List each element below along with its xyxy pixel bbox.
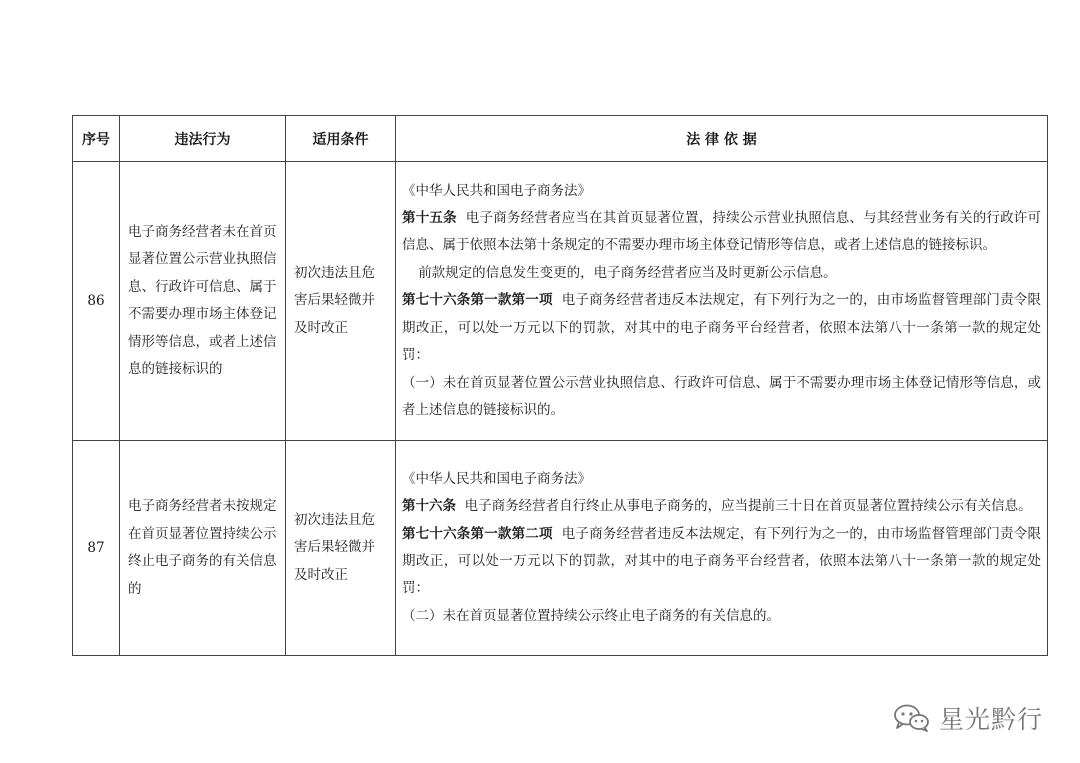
condition-text: 初次违法且危害后果轻微并及时改正	[286, 441, 396, 656]
row-number: 87	[73, 441, 120, 656]
violation-text: 电子商务经营者未按规定在首页显著位置持续公示终止电子商务的有关信息的	[120, 441, 286, 656]
legal-basis	[396, 162, 1048, 441]
article-text: 电子商务经营者自行终止从事电子商务的，应当提前三十日在首页显著位置持续公示有关信息。	[464, 498, 1032, 515]
header-basis: 法 律 依 据	[396, 116, 1048, 162]
law-title: 《中华人民共和国电子商务法》	[402, 470, 591, 487]
watermark-text: 星光黔行	[939, 705, 1044, 734]
article-text: 电子商务经营者应当在其首页显著位置，持续公示营业执照信息、与其经营业务有关的行政许可信息、属于依照本法第十条规定的不需要办理市场主体登记情形等信息，或者上述信息的链接标识。	[402, 210, 1042, 254]
watermark	[893, 700, 1043, 736]
article-paragraph	[402, 287, 1041, 369]
law-table	[72, 115, 1048, 656]
article-item: （二）未在首页显著位置持续公示终止电子商务的有关信息的。	[402, 607, 780, 624]
condition-text: 初次违法且危害后果轻微并及时改正	[286, 162, 396, 441]
legal-basis	[396, 441, 1048, 656]
header-row	[73, 116, 1048, 162]
article-paragraph	[402, 205, 1041, 260]
law-title: 《中华人民共和国电子商务法》	[402, 182, 591, 199]
table-row	[73, 162, 1048, 441]
row-number: 86	[73, 162, 120, 441]
article-paragraph	[402, 521, 1041, 603]
article-label: 第七十六条第一款第二项	[402, 525, 553, 542]
header-no: 序号	[73, 116, 120, 162]
article-label: 第十六条	[402, 498, 456, 515]
table-row	[73, 441, 1048, 656]
article-item: （一）未在首页显著位置公示营业执照信息、行政许可信息、属于不需要办理市场主体登记情形等信息，或者上述信息的链接标识的。	[402, 374, 1041, 418]
article-paragraph	[402, 493, 1041, 520]
header-act: 违法行为	[120, 116, 286, 162]
article-text: 电子商务经营者违反本法规定，有下列行为之一的，由市场监督管理部门责令限期改正，可以处一万元以下的罚款，对其中的电子商务平台经营者，依照本法第八十一条第一款的规定处罚：	[402, 525, 1041, 597]
article-paragraph-2: 前款规定的信息发生变更的，电子商务经营者应当及时更新公示信息。	[418, 264, 837, 281]
wechat-icon	[893, 703, 931, 733]
violation-text: 电子商务经营者未在首页显著位置公示营业执照信息、行政许可信息、属于不需要办理市场主体登记情形等信息，或者上述信息的链接标识的	[120, 162, 286, 441]
header-condition: 适用条件	[286, 116, 396, 162]
article-text: 电子商务经营者违反本法规定，有下列行为之一的，由市场监督管理部门责令限期改正，可以处一万元以下的罚款，对其中的电子商务平台经营者，依照本法第八十一条第一款的规定处罚：	[402, 292, 1041, 364]
article-label: 第十五条	[402, 210, 457, 227]
article-label: 第七十六条第一款第一项	[402, 292, 553, 309]
